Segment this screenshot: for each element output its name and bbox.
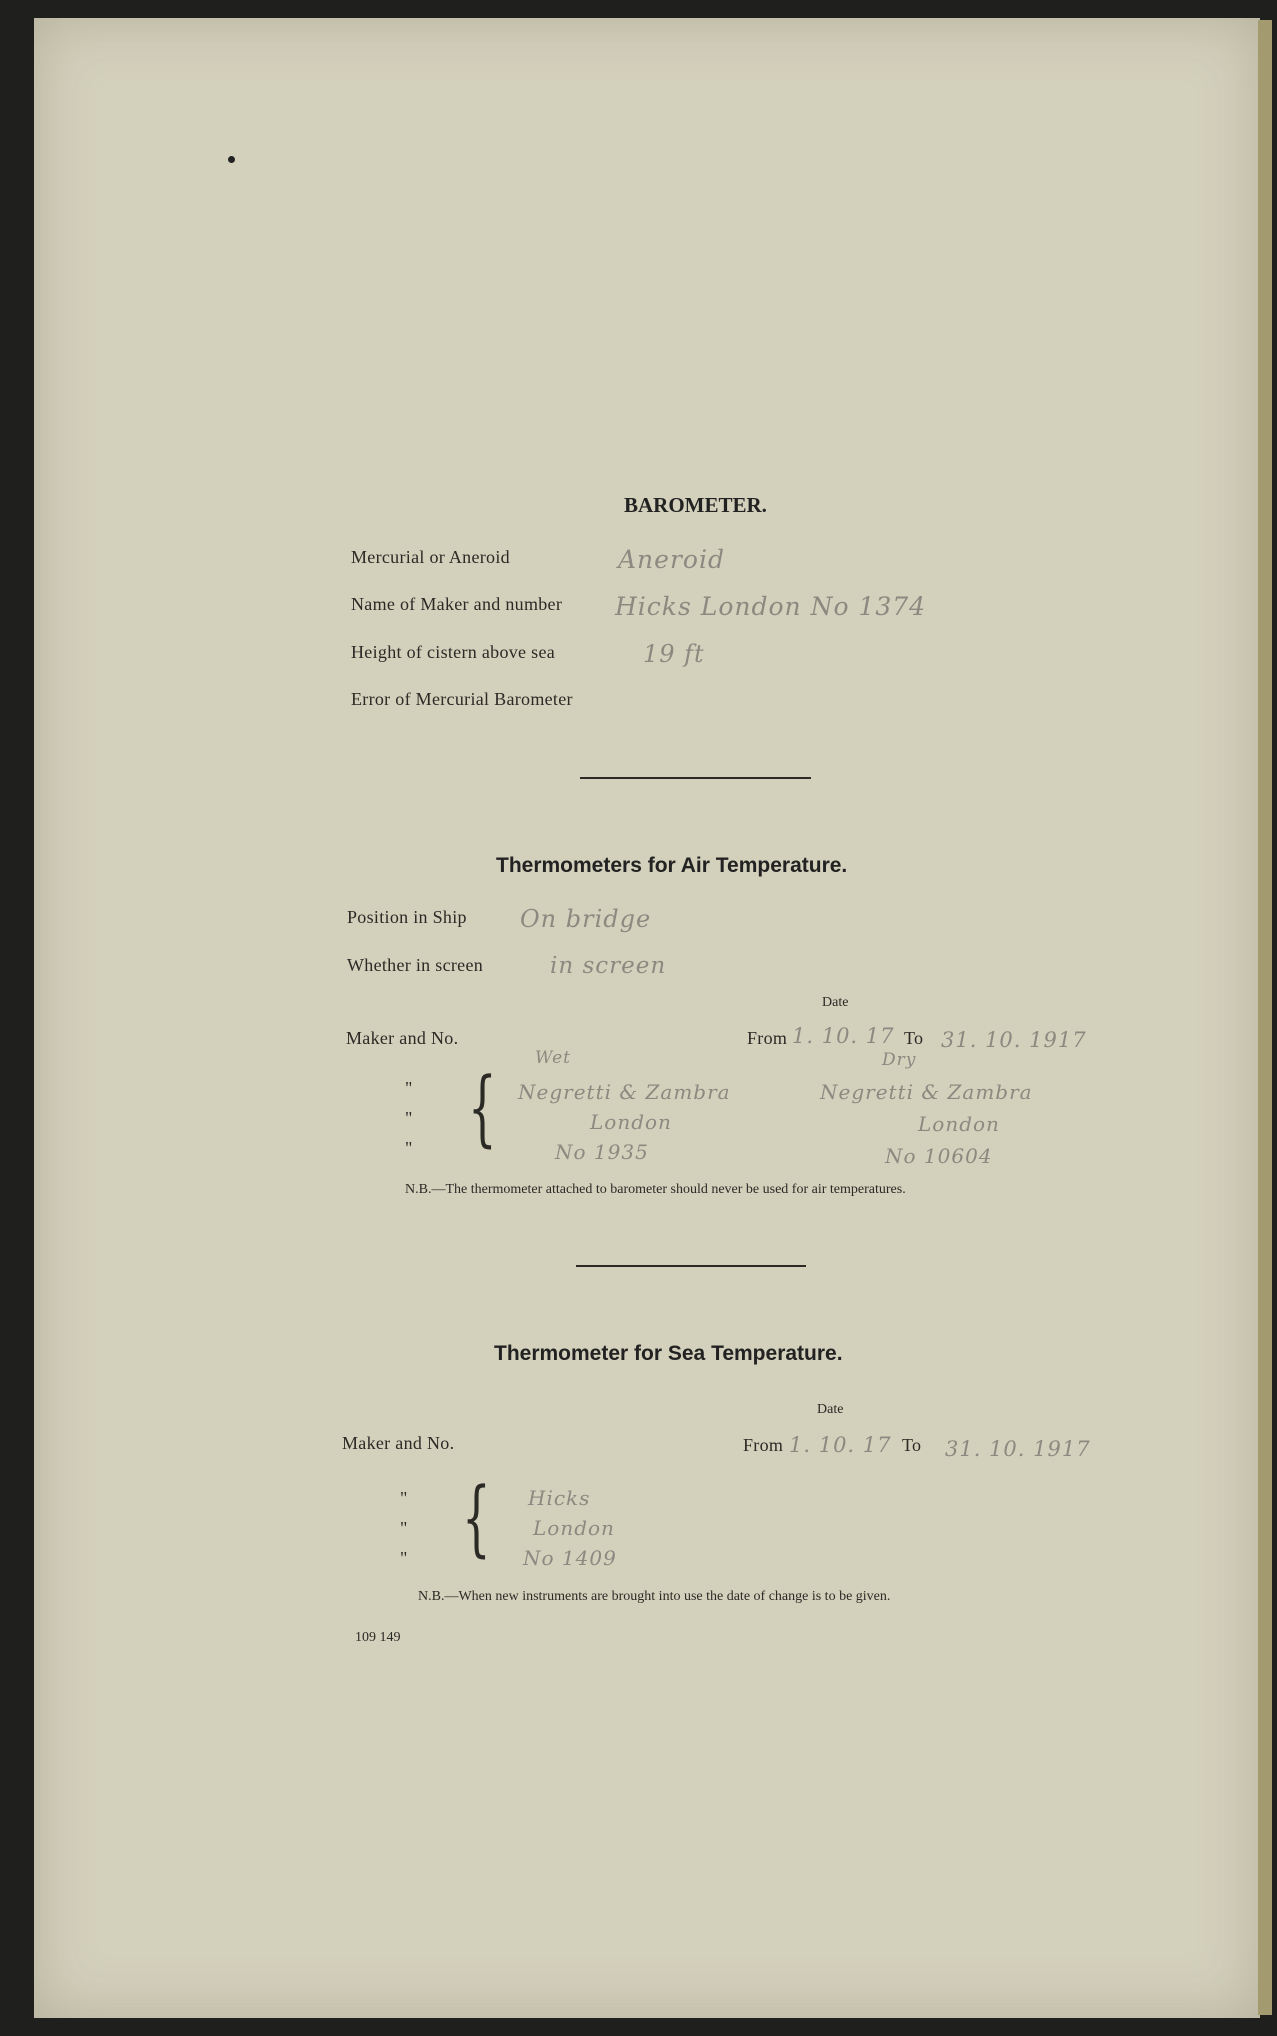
sea-from-label: From	[743, 1435, 784, 1455]
form-code: 109 149	[355, 1630, 401, 1645]
ditto-mark: "	[400, 1518, 408, 1538]
mercurial-error-label: Error of Mercurial Barometer	[351, 689, 573, 709]
sea-number: No 1409	[523, 1546, 617, 1570]
air-to-date: 31. 10. 1917	[941, 1028, 1087, 1052]
section-divider	[580, 777, 811, 779]
ink-spot	[228, 156, 235, 163]
cistern-height-label: Height of cistern above sea	[351, 642, 556, 662]
ditto-mark: "	[405, 1078, 413, 1098]
sea-temperature-heading: Thermometer for Sea Temperature.	[494, 1342, 843, 1365]
position-in-ship-label: Position in Ship	[347, 907, 467, 927]
wet-bulb-title: Wet	[535, 1048, 571, 1068]
page-edge	[1258, 20, 1272, 2015]
air-temperature-heading: Thermometers for Air Temperature.	[496, 854, 848, 877]
brace: {	[462, 1471, 491, 1566]
wet-bulb-city: London	[590, 1110, 672, 1134]
ditto-mark: "	[405, 1108, 413, 1128]
wet-bulb-maker: Negretti & Zambra	[518, 1080, 731, 1104]
dry-bulb-number: No 10604	[885, 1144, 993, 1168]
wet-bulb-number: No 1935	[555, 1140, 649, 1164]
air-date-label: Date	[822, 995, 849, 1010]
whether-in-screen-label: Whether in screen	[347, 955, 484, 975]
whether-in-screen-value: in screen	[550, 953, 667, 979]
sea-city: London	[533, 1516, 615, 1540]
maker-and-number-label: Name of Maker and number	[351, 594, 563, 614]
sea-to-label: To	[902, 1435, 922, 1455]
sea-maker: Hicks	[528, 1486, 591, 1510]
air-note: N.B.—The thermometer attached to barometer should never be used for air temperatures.	[405, 1182, 906, 1197]
ditto-mark: "	[405, 1138, 413, 1158]
brace: {	[468, 1061, 497, 1156]
sea-to-date: 31. 10. 1917	[945, 1437, 1091, 1461]
sea-date-label: Date	[817, 1402, 844, 1417]
sea-from-date: 1. 10. 17	[789, 1433, 892, 1457]
sea-note: N.B.—When new instruments are brought into use the date of change is to be given.	[418, 1589, 891, 1604]
cistern-height-value: 19 ft	[643, 640, 705, 668]
dry-bulb-city: London	[918, 1112, 1000, 1136]
ledger-page	[34, 18, 1260, 2018]
mercurial-or-aneroid-label: Mercurial or Aneroid	[351, 547, 510, 567]
barometer-heading: BAROMETER.	[624, 493, 767, 517]
mercurial-or-aneroid-value: Aneroid	[618, 545, 725, 574]
ditto-mark: "	[400, 1548, 408, 1568]
air-from-label: From	[747, 1028, 788, 1048]
dry-bulb-title: Dry	[882, 1050, 917, 1070]
air-to-label: To	[904, 1028, 924, 1048]
air-maker-label: Maker and No.	[346, 1028, 459, 1048]
maker-and-number-value: Hicks London No 1374	[615, 592, 927, 621]
dry-bulb-maker: Negretti & Zambra	[820, 1080, 1033, 1104]
ditto-mark: "	[400, 1488, 408, 1508]
air-from-date: 1. 10. 17	[792, 1024, 895, 1048]
sea-maker-label: Maker and No.	[342, 1433, 455, 1453]
section-divider	[576, 1265, 806, 1267]
position-in-ship-value: On bridge	[520, 905, 652, 933]
